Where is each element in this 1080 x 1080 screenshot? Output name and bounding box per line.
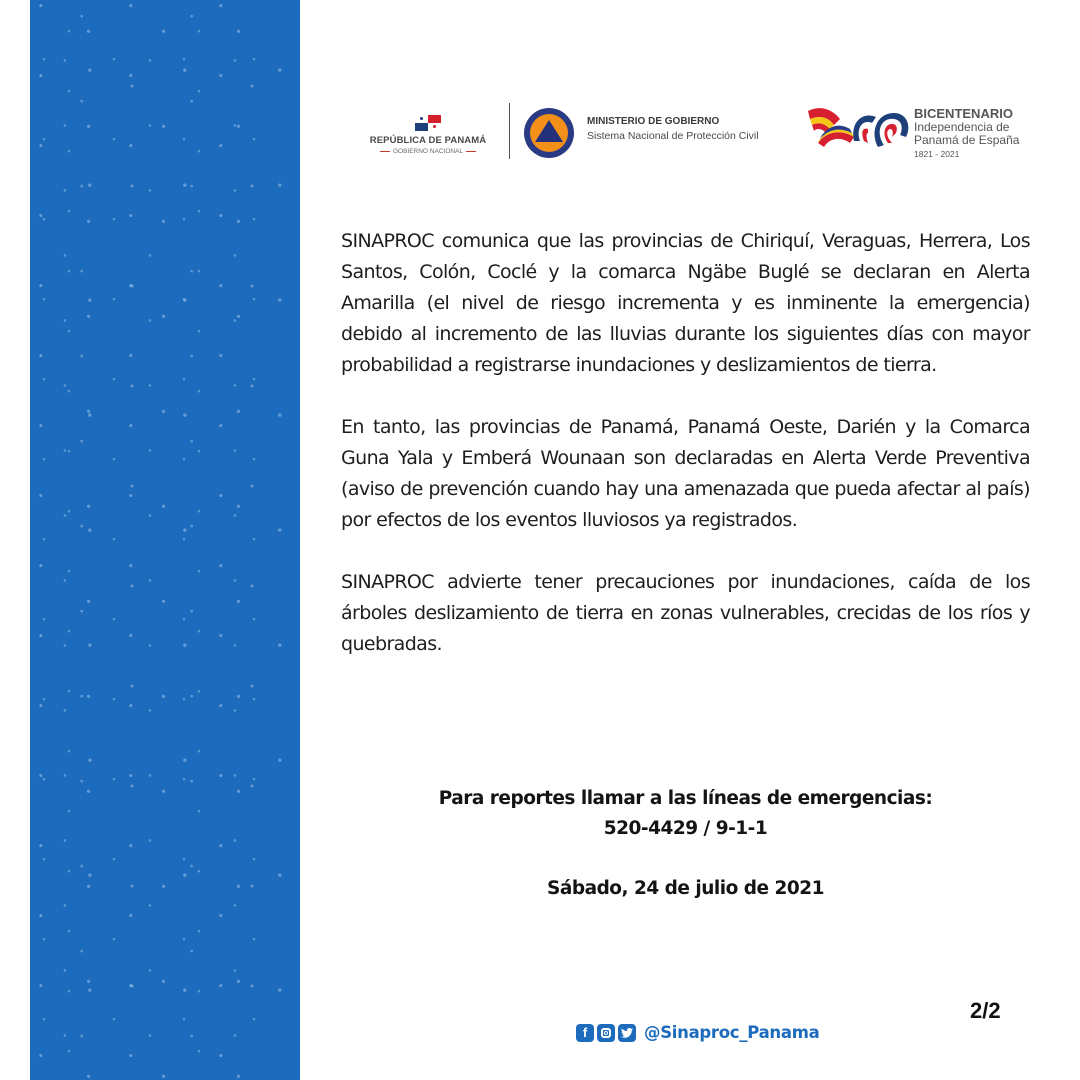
bicentenario-line-2: Panamá de España (914, 132, 1020, 147)
emergency-numbers: 520-4429 / 9-1-1 (603, 818, 768, 839)
paragraph-yellow-alert: SINAPROC comunica que las provincias de Chiriquí, Veraguas, Herrera, Los Santos, Colón, Coclé y la comarca Ngäbe Buglé se declaran en Alerta Amarilla (el nivel de riesgo incrementa y es inminente la emergencia) debido al incremento de las lluvias durante los siguientes días con mayor probabilidad a registrarse inundaciones y deslizamientos de tierra. (341, 230, 1030, 376)
page-number: 2/2 (970, 998, 1001, 1023)
emergency-label: Para reportes llamar a las líneas de emergencias: (438, 788, 933, 809)
republica-de-panama-logo (362, 108, 494, 155)
sinaproc-seal-icon (524, 108, 574, 158)
instagram-icon[interactable] (597, 1024, 615, 1042)
social-handle[interactable]: @Sinaproc_Panama (644, 1023, 820, 1042)
social-media-footer (576, 1023, 819, 1042)
government-title: REPÚBLICA DE PANAMÁ (369, 135, 487, 146)
bicentenario-line-1: Independencia de (914, 120, 1010, 134)
decorative-blue-panel (30, 0, 300, 1080)
logo-divider (509, 103, 510, 159)
bicentenario-title: BICENTENARIO (914, 106, 1013, 121)
facebook-icon[interactable]: f (576, 1024, 594, 1042)
panama-flag-icon (415, 115, 441, 131)
government-subtitle: GOBIERNO NACIONAL (362, 148, 494, 155)
paragraph-precautions: SINAPROC advierte tener precauciones por inundaciones, caída de los árboles deslizamiento de tierra en zonas vulnerables, crecidas de los ríos y quebradas. (341, 571, 1030, 655)
twitter-icon[interactable] (618, 1024, 636, 1042)
emergency-contact (341, 784, 1030, 844)
paragraph-green-alert: En tanto, las provincias de Panamá, Panamá Oeste, Darién y la Comarca Guna Yala y Emberá Wounaan son declaradas en Alerta Verde Preventiva (aviso de prevención cuando hay una amenazada que pueda afectar al país) por efectos de los eventos lluviosos ya registrados. (341, 416, 1030, 531)
ministry-subtitle: Sistema Nacional de Protección Civil (587, 130, 759, 142)
bicentenario-logo (914, 107, 1019, 159)
announcement-body (341, 226, 1030, 691)
ministry-title: MINISTERIO DE GOBIERNO (587, 116, 720, 127)
ministry-logo (587, 116, 759, 142)
announcement-date: Sábado, 24 de julio de 2021 (547, 878, 824, 899)
bicentenario-years: 1821 - 2021 (914, 149, 960, 159)
bicentenario-ribbon-icon (806, 103, 912, 155)
